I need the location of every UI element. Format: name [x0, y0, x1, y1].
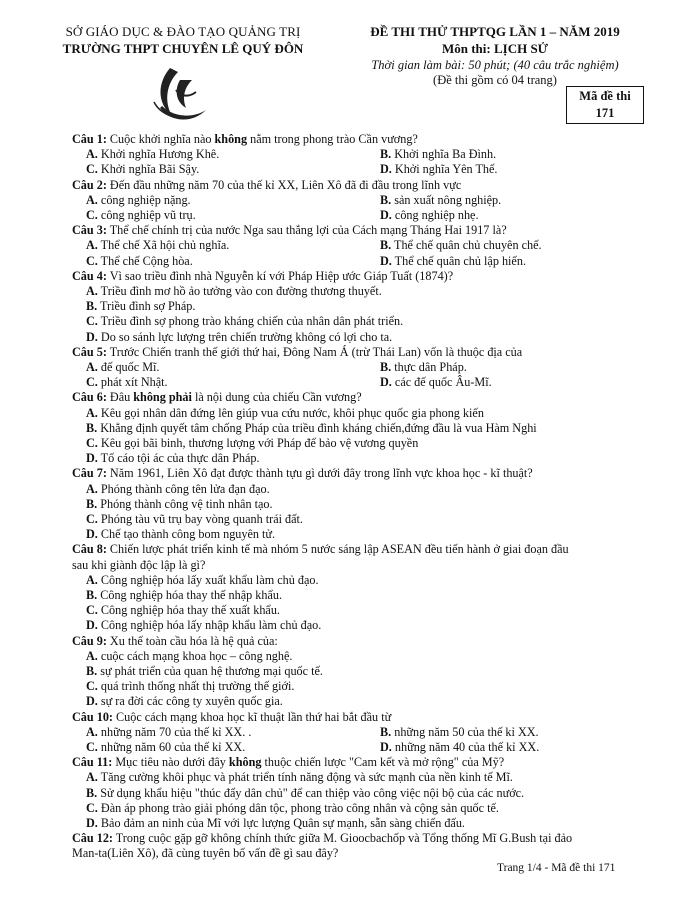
answer-option [86, 360, 159, 375]
question-text: Thể chế chính trị của nước Nga sau thắng lợi của Cách mạng Tháng Hai 1917 là? [106, 223, 507, 238]
answer-option [86, 254, 193, 269]
answer-option [86, 421, 537, 436]
answer-option [380, 162, 497, 177]
school-name: TRƯỜNG THPT CHUYÊN LÊ QUÝ ĐÔN [62, 41, 304, 56]
option-letter: A. [86, 724, 98, 739]
option-text: Bảo đảm an ninh của Mĩ với lực lượng Quân sự mạnh, sẵn sàng chiến đấu. [97, 816, 465, 830]
question-stem-continued [72, 558, 205, 573]
question-stem-continued [72, 846, 338, 861]
exam-code-value: 171 [595, 106, 615, 120]
option-text: Phóng thành công vệ tinh nhân tạo. [97, 496, 273, 511]
option-letter: B. [380, 360, 392, 374]
option-text: Công nghiệp hóa thay thế nhập khẩu. [97, 588, 282, 602]
answer-option [86, 816, 465, 831]
question-stem [72, 345, 522, 360]
option-text: Tăng cường khôi phục và phát triển tính năng động và sức mạnh của nền kinh tế Mĩ. [97, 770, 513, 785]
option-text: công nghiệp vũ trụ. [97, 208, 196, 222]
question-stem [72, 390, 362, 405]
option-letter: A. [86, 405, 98, 420]
answer-option [86, 801, 499, 816]
question-text: Cuộc cách mạng khoa học kĩ thuật lần thứ hai bắt đầu từ [112, 709, 392, 724]
question-number: Câu 4: [72, 268, 107, 283]
answer-option [380, 740, 539, 755]
question-number: Câu 11: [72, 755, 113, 770]
question-number: Câu 1: [72, 132, 107, 146]
option-letter: D. [380, 740, 392, 754]
option-letter: C. [86, 314, 98, 329]
answer-option [86, 573, 319, 588]
option-text: Chế tạo thành công bom nguyên tử. [97, 527, 276, 542]
option-letter: B. [380, 238, 392, 253]
answer-option [86, 436, 418, 451]
option-text: đế quốc Mĩ. [97, 360, 160, 374]
option-text: sự ra đời các công ty xuyên quốc gia. [97, 694, 283, 709]
answer-option [86, 330, 392, 345]
option-letter: B. [380, 724, 392, 739]
answer-option [86, 299, 195, 314]
question-stem [72, 269, 453, 284]
question-emphasis: không [214, 132, 248, 146]
answer-option [86, 618, 321, 633]
option-letter: C. [86, 740, 98, 754]
question-text: Chiến lược phát triển kinh tế mà nhóm 5 nước sáng lập ASEAN đều tiến hành ở giai đoạn đầu [106, 542, 569, 557]
option-text: Phóng tàu vũ trụ bay vòng quanh trái đất. [97, 512, 303, 526]
question-stem [72, 466, 533, 481]
question-text-end: là nội dung của chiếu Cần vương? [191, 390, 362, 405]
answer-option [86, 314, 403, 329]
option-text: Khởi nghĩa Bãi Sậy. [97, 162, 200, 177]
question-number: Câu 7: [72, 466, 107, 481]
option-letter: B. [86, 299, 98, 314]
option-letter: C. [86, 512, 98, 526]
exam-code-label: Mã đề thi [579, 89, 631, 103]
option-text: Thể chế quân chủ lập hiến. [391, 253, 526, 268]
question-text: Đâu [106, 390, 134, 405]
option-letter: B. [86, 785, 98, 800]
question-text: Trong cuộc gặp gỡ không chính thức giữa M. Gioocbachốp và Tổng thống Mĩ G.Bush tại đảo [112, 831, 573, 846]
option-letter: D. [86, 816, 98, 830]
answer-option [380, 208, 479, 223]
exam-pages: (Đề thi gồm có 04 trang) [433, 73, 557, 87]
question-text: Cuộc khởi nghĩa nào [106, 132, 215, 146]
question-stem [72, 831, 572, 846]
answer-option [380, 725, 539, 740]
option-text: Kêu gọi bãi binh, thương lượng với Pháp để bảo vệ vương quyền [97, 436, 419, 450]
option-letter: C. [86, 162, 98, 177]
option-text: Khởi nghĩa Hương Khê. [97, 147, 220, 162]
answer-option [86, 375, 168, 390]
option-letter: A. [86, 284, 98, 298]
option-letter: A. [86, 238, 98, 253]
school-logo-icon [150, 62, 214, 130]
answer-option [86, 406, 484, 421]
question-stem [72, 710, 391, 725]
option-letter: D. [380, 208, 392, 222]
answer-option [380, 147, 496, 162]
answer-option [86, 162, 199, 177]
answer-option [86, 786, 524, 801]
answer-option [380, 193, 501, 208]
option-text: những năm 70 của thế kỉ XX. . [97, 724, 252, 739]
option-letter: A. [86, 192, 98, 207]
option-letter: B. [86, 588, 98, 602]
option-text: công nghiệp nhẹ. [391, 208, 479, 222]
question-text: Năm 1961, Liên Xô đạt được thành tựu gì dưới đây trong lĩnh vực khoa học - kĩ thuật? [106, 466, 533, 481]
option-letter: D. [86, 527, 98, 542]
question-number: Câu 9: [72, 633, 107, 648]
option-letter: D. [86, 329, 98, 344]
option-text: Triều đình mơ hồ ảo tưởng vào con đường thương thuyết. [97, 284, 382, 298]
question-emphasis: không [228, 755, 262, 770]
question-number: Câu 10: [72, 709, 113, 724]
question-text: sau khi giành độc lập là gì? [72, 557, 206, 572]
header-right [340, 24, 650, 88]
answer-option [86, 193, 191, 208]
option-letter: B. [380, 147, 392, 162]
option-letter: C. [86, 253, 98, 268]
answer-option [86, 770, 513, 785]
option-letter: A. [86, 572, 98, 587]
answer-option [86, 527, 275, 542]
option-letter: A. [86, 481, 98, 496]
exam-time: Thời gian làm bài: 50 phút; (40 câu trắc nghiệm) [371, 58, 619, 72]
option-text: những năm 40 của thế kỉ XX. [391, 740, 540, 754]
option-text: Công nghiệp hóa lấy nhập khẩu làm chủ đạo. [97, 618, 322, 633]
question-emphasis: không phải [133, 390, 192, 405]
option-text: Do so sánh lực lượng trên chiến trường không có lợi cho ta. [97, 329, 393, 344]
option-letter: A. [86, 648, 98, 663]
option-letter: C. [86, 208, 98, 222]
question-stem [72, 132, 418, 147]
option-text: Triều đình sợ phong trào kháng chiến của nhân dân phát triển. [97, 314, 404, 329]
question-text-end: thuộc chiến lược "Cam kết và mở rộng" của Mỹ? [261, 755, 505, 770]
option-letter: D. [380, 253, 392, 268]
option-letter: D. [86, 618, 98, 633]
question-text: Man-ta(Liên Xô), đã cùng tuyên bố vấn đề gì sau đây? [72, 846, 339, 861]
page-footer: Trang 1/4 - Mã đề thi 171 [497, 862, 616, 874]
exam-code-box [566, 86, 644, 124]
answer-option [86, 451, 260, 466]
option-letter: A. [86, 360, 98, 374]
option-letter: B. [86, 496, 98, 511]
question-text: Vì sao triều đình nhà Nguyễn kí với Pháp Hiệp ước Giáp Tuất (1874)? [106, 268, 454, 283]
exam-title: ĐỀ THI THỬ THPTQG LẦN 1 – NĂM 2019 [370, 24, 620, 39]
option-text: Phóng thành công tên lửa đạn đạo. [97, 481, 270, 496]
option-text: Công nghiệp hóa thay thế xuất khẩu. [97, 603, 280, 618]
option-letter: B. [380, 192, 392, 207]
option-letter: B. [86, 420, 98, 435]
question-text: Mục tiêu nào dưới đây [112, 755, 229, 770]
option-text: công nghiệp nặng. [97, 192, 191, 207]
option-text: Thể chế Xã hội chủ nghĩa. [97, 238, 230, 253]
option-letter: A. [86, 770, 98, 785]
answer-option [86, 679, 294, 694]
option-text: Sử dụng khẩu hiệu "thúc đẩy dân chủ" để can thiệp vào công việc nội bộ của các nước. [97, 785, 525, 800]
answer-option [380, 375, 492, 390]
answer-option [380, 254, 526, 269]
question-number: Câu 6: [72, 390, 107, 405]
option-letter: D. [380, 162, 392, 177]
option-letter: D. [86, 694, 98, 709]
option-letter: C. [86, 436, 98, 450]
option-letter: C. [86, 679, 98, 694]
option-text: thực dân Pháp. [391, 360, 467, 374]
question-number: Câu 2: [72, 177, 107, 192]
header-left [58, 24, 308, 57]
answer-option [86, 603, 280, 618]
option-text: Công nghiệp hóa lấy xuất khẩu làm chủ đạo. [97, 572, 319, 587]
option-text: các đế quốc Âu-Mĩ. [391, 375, 492, 390]
option-text: những năm 50 của thế kỉ XX. [391, 724, 539, 739]
answer-option [86, 512, 303, 527]
option-letter: C. [86, 800, 98, 815]
exam-subject: Môn thi: LỊCH SỬ [441, 41, 549, 56]
option-letter: D. [86, 451, 98, 466]
answer-option [86, 497, 273, 512]
answer-option [86, 649, 292, 664]
answer-option [86, 208, 196, 223]
question-text: Trước Chiến tranh thế giới thứ hai, Đông Nam Á (trừ Thái Lan) vốn là thuộc địa của [106, 344, 523, 359]
question-stem [72, 223, 507, 238]
question-number: Câu 8: [72, 542, 107, 557]
question-number: Câu 5: [72, 344, 107, 359]
option-text: quá trình thống nhất thị trường thế giới. [97, 679, 295, 694]
option-letter: A. [86, 147, 98, 162]
answer-option [380, 238, 542, 253]
option-text: những năm 60 của thế kỉ XX. [97, 740, 246, 754]
question-stem [72, 178, 461, 193]
answer-option [86, 482, 270, 497]
option-text: cuộc cách mạng khoa học – công nghệ. [97, 648, 293, 663]
option-text: Khởi nghĩa Ba Đình. [391, 147, 497, 162]
option-text: phát xít Nhật. [97, 375, 168, 390]
option-letter: C. [86, 603, 98, 618]
option-text: Triều đình sợ Pháp. [97, 299, 196, 314]
option-text: Thể chế quân chủ chuyên chế. [391, 238, 542, 253]
question-stem [72, 542, 569, 557]
option-text: Tố cáo tội ác của thực dân Pháp. [97, 451, 260, 466]
option-text: Đàn áp phong trào giải phóng dân tộc, phong trào công nhân và cộng sản quốc tế. [97, 800, 499, 815]
option-text: Kêu gọi nhân dân đứng lên giúp vua cứu nước, khôi phục quốc gia phong kiến [97, 405, 484, 420]
answer-option [86, 740, 245, 755]
option-letter: D. [380, 375, 392, 390]
answer-option [86, 694, 283, 709]
answer-option [86, 284, 382, 299]
answer-option [86, 588, 282, 603]
question-number: Câu 12: [72, 831, 113, 846]
question-text: Đến đầu những năm 70 của thế kỉ XX, Liên Xô đã đi đầu trong lĩnh vực [106, 177, 462, 192]
option-letter: C. [86, 375, 98, 390]
option-text: Khởi nghĩa Yên Thế. [391, 162, 498, 177]
question-stem [72, 634, 278, 649]
answer-option [86, 238, 229, 253]
option-text: sản xuất nông nghiệp. [391, 192, 502, 207]
answer-option [86, 147, 219, 162]
question-text-end: nằm trong phong trào Cần vương? [247, 132, 418, 146]
answer-option [380, 360, 467, 375]
question-number: Câu 3: [72, 223, 107, 238]
department-name: SỞ GIÁO DỤC & ĐÀO TẠO QUẢNG TRỊ [65, 24, 301, 39]
question-stem [72, 755, 504, 770]
option-text: Thể chế Cộng hòa. [97, 253, 193, 268]
option-letter: B. [86, 664, 98, 678]
answer-option [86, 725, 251, 740]
option-text: sự phát triển của quan hệ thương mại quốc tế. [97, 664, 323, 678]
question-text: Xu thế toàn cầu hóa là hệ quả của: [106, 633, 278, 648]
option-text: Khẳng định quyết tâm chống Pháp của triều đình kháng chiến,đứng đầu là vua Hàm Nghi [97, 420, 537, 435]
answer-option [86, 664, 323, 679]
